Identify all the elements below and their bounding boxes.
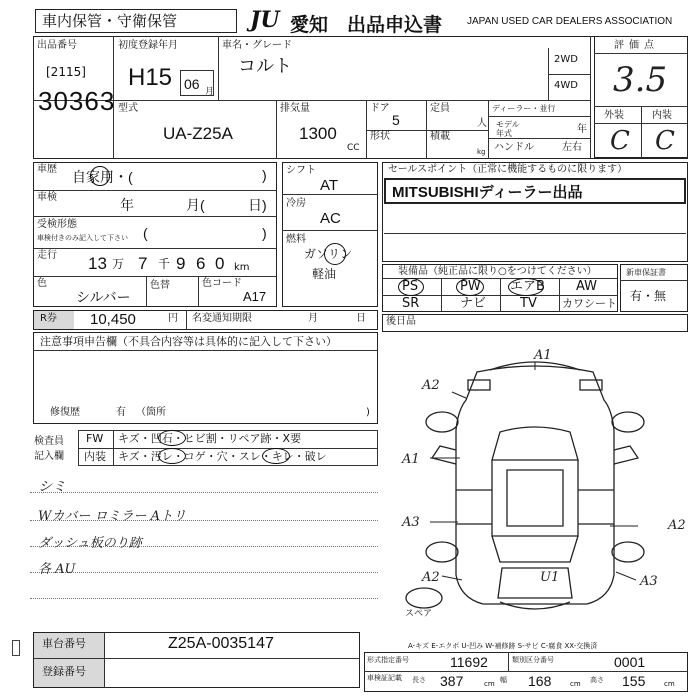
- load-label: 積載: [430, 131, 450, 142]
- mark-a2-left: A2: [422, 378, 440, 393]
- recycle-unit: 円: [168, 313, 178, 324]
- capacity-unit: 人: [477, 118, 487, 129]
- equip-circle-pw: [456, 278, 484, 296]
- disp-value: 1300: [299, 124, 337, 143]
- header-title: 出品申込書: [347, 14, 443, 36]
- receipt-open: (: [143, 225, 148, 241]
- shift-label: シフト: [286, 165, 316, 176]
- inspection-year: 年: [120, 197, 134, 213]
- equip-circle-ab: [508, 278, 544, 296]
- length-unit: cm: [484, 680, 495, 688]
- spare-label: スペア: [405, 609, 433, 619]
- history-value: 自家用・(: [72, 169, 133, 185]
- repair-place: （箇所: [136, 407, 166, 418]
- dims-label: 車検証記載: [367, 674, 402, 682]
- mark-a2-bottom: A2: [422, 570, 440, 585]
- color-label: 色: [37, 278, 47, 289]
- equip-navi[interactable]: ナビ: [460, 296, 487, 311]
- color-value: シルバー: [76, 289, 131, 305]
- fuel-gas[interactable]: ガソリン: [304, 247, 353, 261]
- model-value: UA-Z25A: [163, 124, 233, 143]
- receipt-close: ): [262, 225, 267, 241]
- capacity-label: 定員: [430, 103, 450, 114]
- mark-u1: U1: [540, 570, 560, 585]
- length-label: 長さ: [412, 676, 426, 684]
- color-code-label: 色コード: [202, 278, 242, 289]
- top-left-text: 車内保管・守衛保管: [42, 12, 178, 30]
- mark-a3-left: A3: [402, 515, 420, 530]
- equip-ps[interactable]: PS: [402, 279, 419, 294]
- lot-number: 30363: [38, 86, 116, 116]
- mileage-d2: 7: [138, 254, 148, 273]
- inspection-day: 日): [248, 197, 267, 213]
- top-left-banner: [35, 9, 237, 33]
- reg-year: H15: [128, 64, 173, 91]
- equip-sr[interactable]: SR: [402, 296, 420, 311]
- height-value: 155: [622, 673, 646, 689]
- warranty-label: 新車保証書: [626, 268, 666, 277]
- mileage-d5: 0: [215, 254, 225, 273]
- hand-note-2: Wカバー ロミラー Aトリ: [38, 509, 187, 524]
- shift-value: AT: [320, 177, 339, 194]
- plate-label: 登録番号: [42, 665, 86, 678]
- class-label: 類別区分番号: [512, 656, 554, 664]
- dealer-label: ディーラー・並行: [492, 104, 556, 113]
- equip-circle-ps: [398, 278, 424, 296]
- repair-value: 有: [116, 407, 126, 418]
- handle-opts[interactable]: 左右: [562, 142, 582, 153]
- header-title-en: JAPAN USED CAR DEALERS ASSOCIATION: [467, 16, 673, 27]
- chassis-label: 車台番号: [42, 637, 86, 650]
- name-change-month: 月: [308, 313, 318, 324]
- type-approval-value: 11692: [450, 654, 488, 670]
- width-value: 168: [528, 673, 552, 689]
- door-label: ドア: [370, 103, 390, 114]
- aircon-value: AC: [320, 210, 341, 227]
- mileage-d3: 9: [176, 254, 186, 273]
- width-label: 幅: [500, 676, 507, 684]
- inspector-label-1: 検査員: [34, 436, 64, 447]
- name-change-label: 名変通知期限: [192, 313, 252, 324]
- row2-circle-b: [262, 448, 290, 464]
- row1-items: キズ・凹石・ヒビ割・リペア跡・X要: [118, 432, 302, 445]
- receipt-label: 受検形態: [37, 219, 77, 230]
- selling-label: セールスポイント（正常に機能するものに限ります）: [388, 164, 628, 175]
- fuel-circle: [324, 243, 346, 265]
- type-approval-label: 形式指定番号: [367, 656, 409, 664]
- hand-note-3: ダッシュ板のり跡: [38, 536, 142, 551]
- mark-a2-right: A2: [668, 518, 686, 533]
- mark-a1-top: A1: [534, 348, 552, 363]
- row2-items: キズ・汚レ・コゲ・穴・スレ・キレ・破レ: [118, 450, 327, 463]
- row1-tag: FW: [86, 432, 104, 445]
- history-close: ): [262, 167, 267, 183]
- score-ext-value: C: [610, 126, 630, 156]
- mark-a1-left: A1: [402, 452, 420, 467]
- reg-label: 初度登録年月: [118, 40, 178, 51]
- recycle-value: 10,450: [90, 311, 136, 328]
- mileage-d1: 13: [88, 254, 107, 273]
- score-value: 3.5: [613, 60, 668, 100]
- notes-label: 注意事項申告欄（不具合内容等は具体的に記入して下さい）: [40, 335, 337, 348]
- warranty-value[interactable]: 有・無: [630, 289, 667, 303]
- equip-airbag[interactable]: エアB: [510, 279, 545, 294]
- drive-4wd[interactable]: 4WD: [554, 80, 578, 91]
- equip-leather[interactable]: カワシート: [562, 297, 617, 310]
- aircon-label: 冷房: [286, 198, 306, 209]
- lot-sub: [2115]: [46, 65, 86, 79]
- score-int-value: C: [655, 126, 675, 156]
- height-label: 高さ: [590, 676, 604, 684]
- selling-block: [382, 162, 688, 262]
- model-label: 型式: [118, 103, 138, 114]
- inspection-month: 月(: [186, 197, 205, 213]
- history-label: 車歴: [37, 164, 57, 175]
- chassis-value: Z25A-0035147: [168, 635, 274, 652]
- attach-label: 後日品: [386, 316, 416, 327]
- width-unit: cm: [570, 680, 581, 688]
- fuel-label: 燃料: [286, 234, 306, 245]
- shape-label: 形状: [370, 131, 390, 142]
- car-name-label: 車名・グレード: [222, 40, 292, 51]
- reg-month: 06: [184, 76, 200, 92]
- drive-2wd[interactable]: 2WD: [554, 54, 578, 65]
- length-value: 387: [440, 673, 464, 689]
- score-int-label: 内装: [652, 110, 672, 121]
- mileage-u2: 千: [158, 257, 171, 271]
- legend: A-キズ E-エクボ U-凹み W-補修跡 S-サビ C-腐食 XX-交換済: [408, 642, 598, 650]
- equipment-label: 装備品（純正品に限り○をつけてください）: [398, 266, 597, 277]
- selling-value: MITSUBISHIディーラー出品: [392, 184, 583, 201]
- disp-label: 排気量: [280, 103, 310, 114]
- hand-note-4: 各 AU: [38, 562, 76, 577]
- mileage-unit: km: [234, 262, 250, 273]
- repair-label: 修復歴: [50, 407, 80, 418]
- header-brand: 愛知: [290, 14, 329, 36]
- mileage-d4: 6: [196, 254, 206, 273]
- receipt-sub: 車検付きのみ記入して下さい: [37, 234, 128, 242]
- mileage-label: 走行: [37, 250, 57, 261]
- mileage-u1: 万: [112, 257, 125, 271]
- load-unit: kg: [477, 148, 486, 156]
- row2-circle-a: [158, 448, 186, 464]
- score-ext-label: 外装: [604, 110, 624, 121]
- ju-logo: JU: [250, 7, 280, 33]
- height-unit: cm: [664, 680, 675, 688]
- margin-mark: [12, 640, 20, 656]
- color-change-label: 色替: [150, 280, 170, 291]
- mark-a3-right: A3: [640, 574, 658, 589]
- equip-aw[interactable]: AW: [576, 279, 598, 294]
- car-name-value: コルト: [238, 56, 292, 76]
- handle-label: ハンドル: [494, 142, 534, 153]
- disp-unit: CC: [347, 143, 360, 153]
- reg-month-unit: 月: [205, 87, 215, 97]
- class-value: 0001: [614, 654, 646, 670]
- equip-pw[interactable]: PW: [460, 279, 481, 294]
- fuel-diesel[interactable]: 軽油: [312, 267, 337, 281]
- score-label: 評価点: [614, 40, 659, 51]
- inspector-label-2: 記入欄: [34, 451, 64, 462]
- row1-circle: [158, 430, 186, 446]
- repair-close: ): [366, 407, 370, 418]
- door-value: 5: [392, 112, 400, 128]
- recycle-label: R券: [40, 313, 57, 324]
- model-year-label: モデル年式: [496, 120, 520, 138]
- inspection-label: 車検: [37, 192, 57, 203]
- model-year-unit: 年: [577, 124, 587, 135]
- attach-block: [382, 314, 688, 332]
- hand-note-1: シミ: [38, 479, 66, 495]
- color-code-value: A17: [243, 289, 267, 304]
- name-change-day: 日: [356, 313, 366, 324]
- lot-label: 出品番号: [37, 40, 77, 51]
- row2-tag: 内装: [84, 450, 106, 463]
- equip-tv[interactable]: TV: [520, 296, 537, 311]
